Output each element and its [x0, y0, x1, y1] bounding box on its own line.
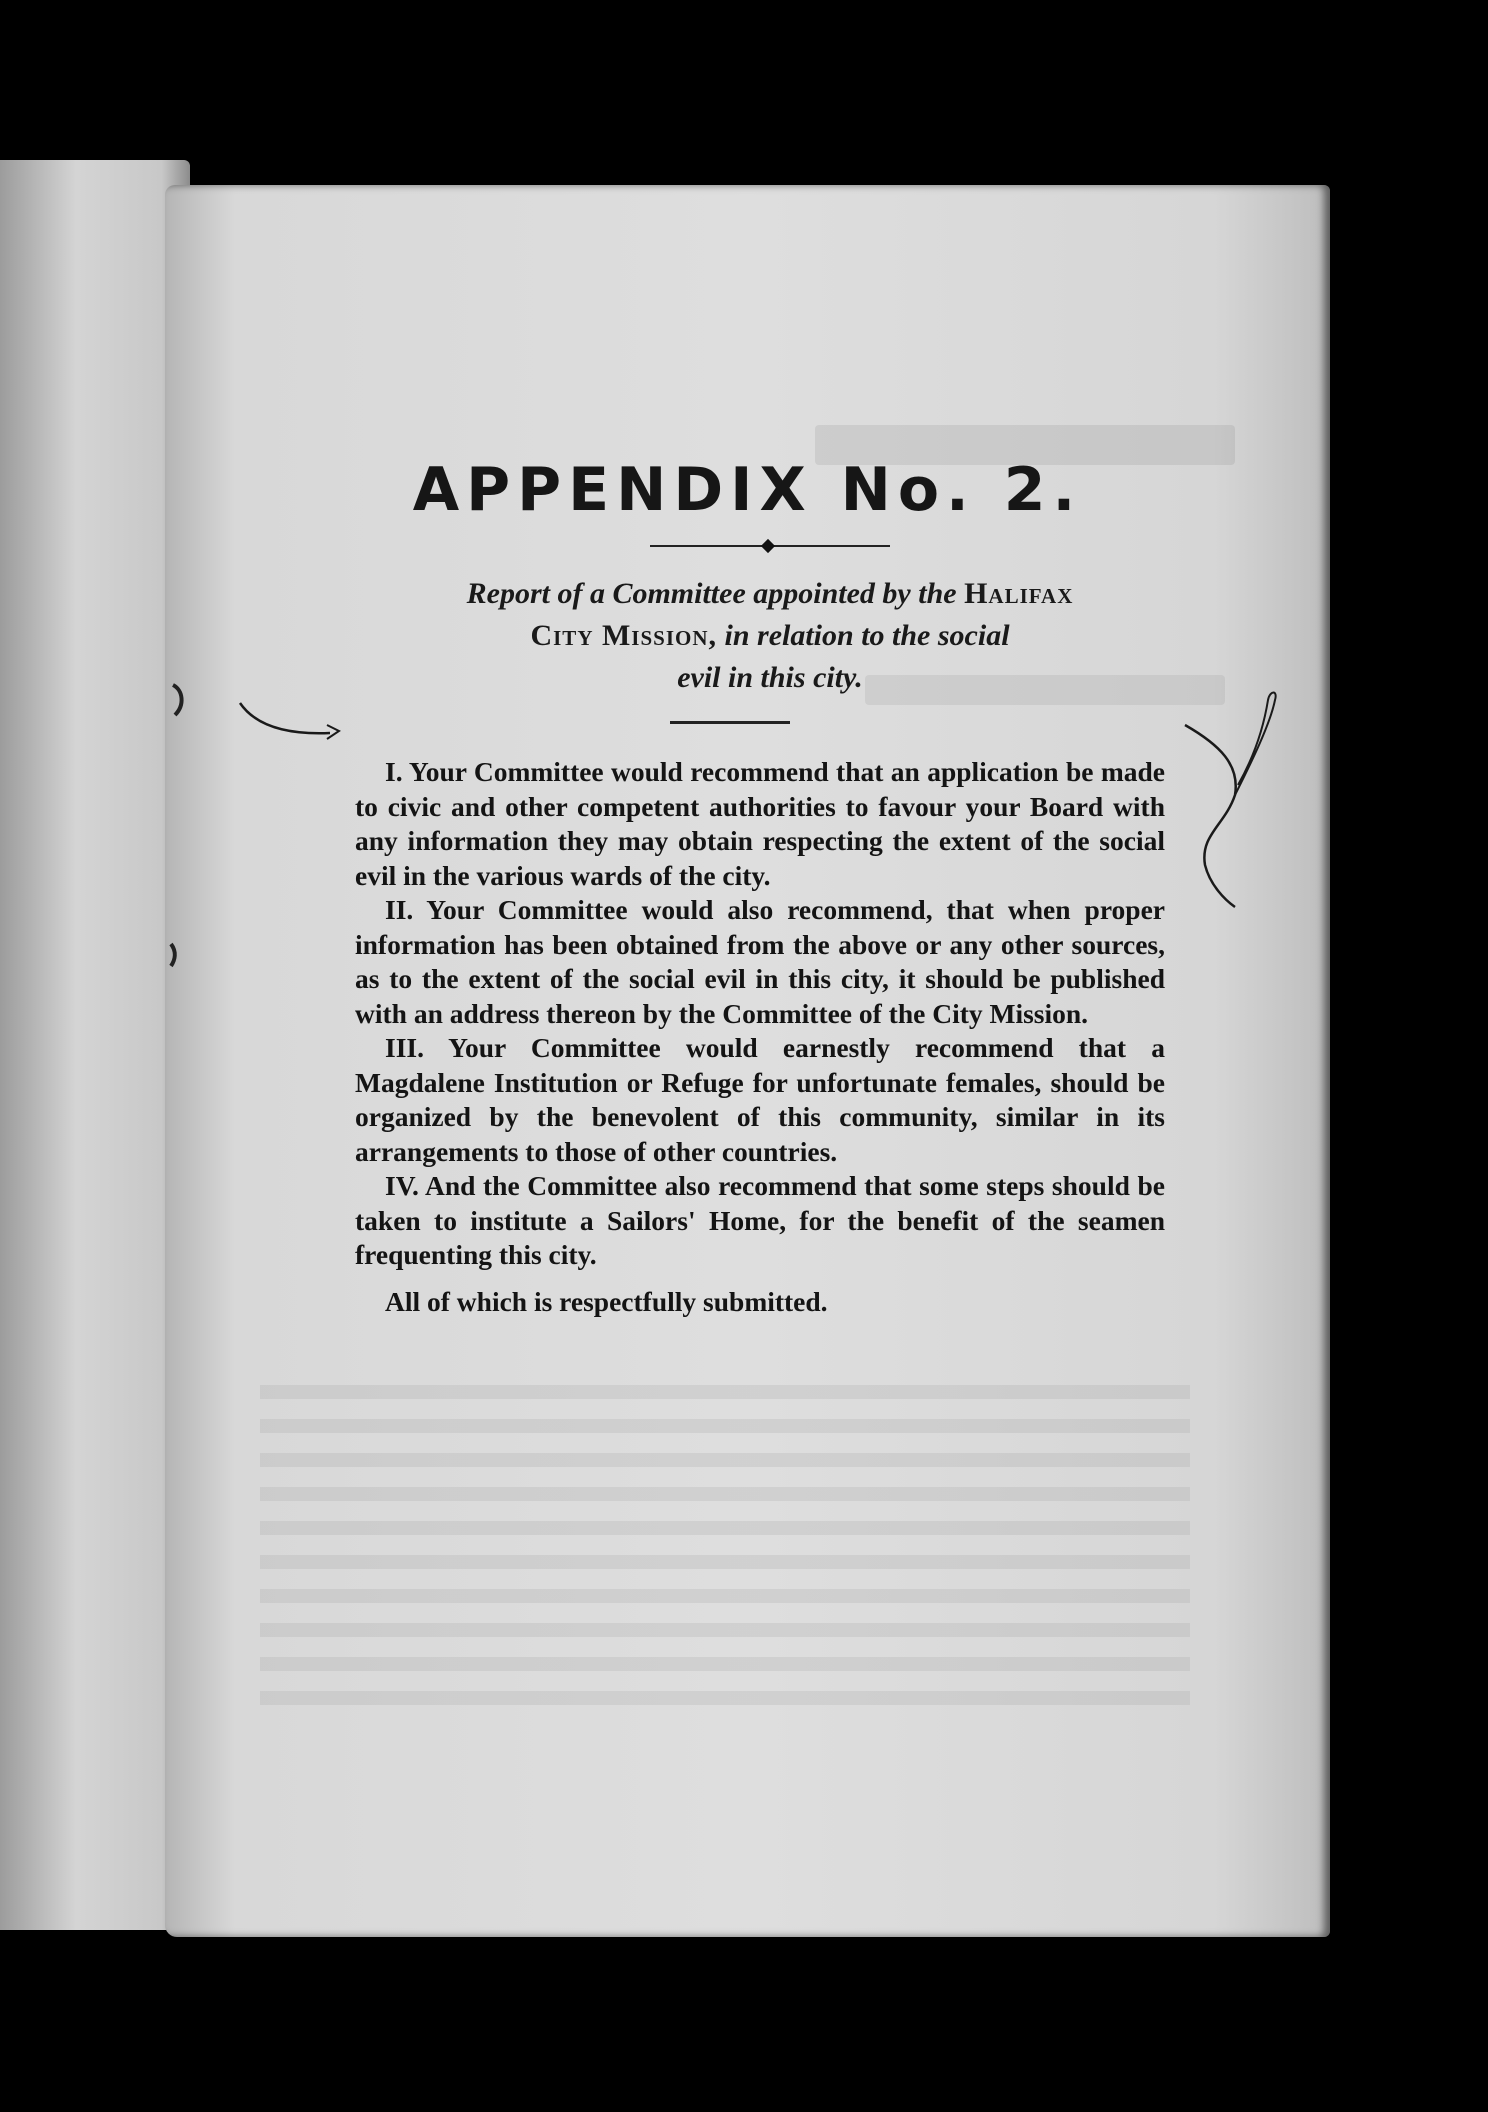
- paragraph-recommendation-3: III. Your Committee would earnestly recommend that a Magdalene Institution or Refuge for unfortunate females, should be organized by the benevolent of this community, similar in its arrangements to those of other countries.: [355, 1032, 1165, 1167]
- report-subtitle: [385, 573, 1155, 699]
- pencil-arrow-mark: [235, 695, 355, 755]
- subtitle-caps: Halifax: [964, 577, 1074, 610]
- paragraph-recommendation-2: II. Your Committee would also recommend, that when proper information has been obtained from the above or any other sources, as to the extent of the social evil in this city, it should be published with an address thereon by the Committee of the City Mission.: [355, 894, 1165, 1029]
- report-body: [355, 755, 1165, 1319]
- subtitle-caps: City Mission,: [530, 619, 717, 652]
- facing-page-edge: [0, 160, 190, 1930]
- subtitle-text: in relation to the social: [724, 619, 1010, 652]
- subtitle-line-1: [385, 573, 1155, 615]
- subtitle-line-3: [385, 657, 1155, 699]
- document-page: [165, 185, 1330, 1937]
- closing-statement: All of which is respectfully submitted.: [385, 1285, 828, 1317]
- page-title: APPENDIX No. 2.: [412, 455, 1083, 525]
- paragraph-recommendation-4: IV. And the Committee also recommend that some steps should be taken to institute a Sailors' Home, for the benefit of the seamen frequenting this city.: [355, 1170, 1165, 1270]
- subtitle-line-2: [385, 615, 1155, 657]
- ink-blot-mark: [165, 680, 195, 720]
- title-ornament-rule: [650, 541, 890, 551]
- paragraph-recommendation-1: I. Your Committee would recommend that an application be made to civic and other competent authorities to favour your Board with any information they may obtain respecting the extent of the social evil in the various wards of the city.: [355, 756, 1165, 891]
- facing-page-text-fragments: [0, 560, 22, 1460]
- pencil-margin-bracket: [1180, 685, 1290, 915]
- ink-blot-mark: [165, 940, 185, 970]
- subtitle-text: Report of a Committee appointed by the: [466, 577, 957, 610]
- subtitle-text: evil in this city.: [677, 661, 863, 694]
- show-through-shadow: [260, 1385, 1190, 1725]
- section-divider: [670, 721, 790, 724]
